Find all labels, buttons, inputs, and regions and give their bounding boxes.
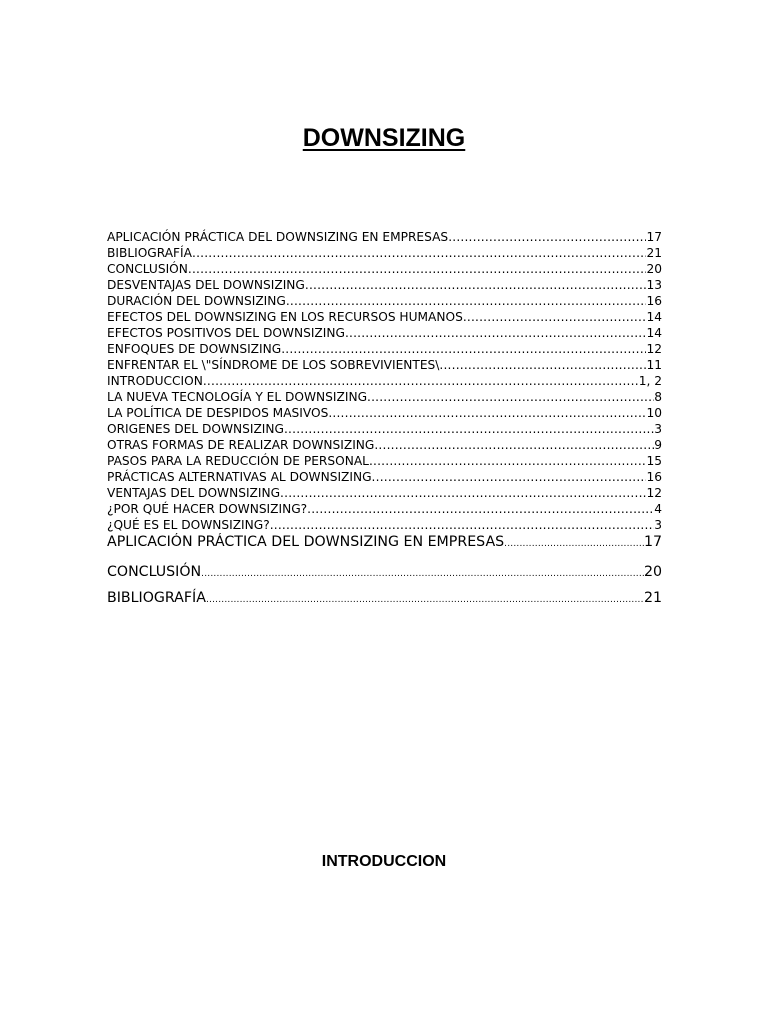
toc-entry[interactable] [107, 389, 662, 405]
toc-entry-label: CONCLUSIÓN [107, 262, 188, 276]
toc-main-sections [107, 533, 662, 611]
toc-dot-leader [270, 517, 655, 533]
toc-entry-page: 14 [646, 326, 662, 340]
toc-dot-leader [328, 405, 646, 421]
toc-entry[interactable] [107, 485, 662, 501]
toc-dot-leader [286, 293, 647, 309]
toc-entry-page: 12 [646, 486, 662, 500]
toc-entry-page: 15 [646, 454, 662, 468]
toc-entry-large[interactable] [107, 585, 662, 611]
toc-entry-page: 13 [646, 278, 662, 292]
toc-entry-page: 21 [646, 246, 662, 260]
toc-entry-label: OTRAS FORMAS DE REALIZAR DOWNSIZING [107, 438, 375, 452]
toc-entry-large[interactable] [107, 559, 662, 585]
toc-dot-leader [201, 561, 644, 585]
toc-entry-page: 3 [654, 422, 662, 436]
toc-entry-label: LA NUEVA TECNOLOGÍA Y EL DOWNSIZING [107, 390, 368, 404]
toc-entry-label: ORIGENES DEL DOWNSIZING [107, 422, 284, 436]
toc-dot-leader [374, 437, 654, 453]
toc-entry[interactable] [107, 517, 662, 533]
toc-entry-label: PASOS PARA LA REDUCCIÓN DE PERSONAL [107, 454, 369, 468]
toc-entry-page: 17 [646, 230, 662, 244]
toc-entry-label: CONCLUSIÓN [107, 564, 202, 580]
toc-entry-page: 14 [646, 310, 662, 324]
toc-entry-label: ENFRENTAR EL \"SÍNDROME DE LOS SOBREVIVIENTES\ [107, 358, 440, 372]
toc-entry[interactable] [107, 293, 662, 309]
toc-dot-leader [305, 277, 647, 293]
toc-entry-page: 3 [654, 518, 662, 532]
toc-entry-page: 10 [646, 406, 662, 420]
toc-entry-label: ¿POR QUÉ HACER DOWNSIZING? [107, 502, 308, 516]
toc-entry-page: 21 [643, 590, 662, 606]
toc-entry-label: DESVENTAJAS DEL DOWNSIZING [107, 278, 305, 292]
toc-entry-label: EFECTOS POSITIVOS DEL DOWNSIZING [107, 326, 345, 340]
toc-entry[interactable] [107, 437, 662, 453]
toc-entry-page: 20 [643, 564, 662, 580]
toc-dot-leader [504, 535, 644, 551]
toc-entry-page: 12 [646, 342, 662, 356]
toc-entry-page: 4 [654, 502, 662, 516]
toc-dot-leader [372, 469, 647, 485]
toc-entry[interactable] [107, 325, 662, 341]
toc-index-list [107, 229, 662, 533]
section-heading-introduccion: INTRODUCCION [321, 853, 447, 870]
toc-entry[interactable] [107, 421, 662, 437]
toc-entry[interactable] [107, 309, 662, 325]
toc-entry-page: 16 [646, 294, 662, 308]
toc-dot-leader [203, 373, 639, 389]
toc-entry[interactable] [107, 373, 662, 389]
toc-dot-leader [284, 421, 654, 437]
table-of-contents [107, 229, 662, 611]
toc-dot-leader [307, 501, 654, 517]
toc-entry[interactable] [107, 261, 662, 277]
toc-entry-large[interactable] [107, 533, 662, 551]
toc-entry-label: DURACIÓN DEL DOWNSIZING [107, 294, 286, 308]
toc-entry[interactable] [107, 405, 662, 421]
toc-entry[interactable] [107, 453, 662, 469]
toc-dot-leader [448, 229, 646, 245]
toc-entry[interactable] [107, 277, 662, 293]
toc-dot-leader [188, 261, 647, 277]
toc-entry-label: EFECTOS DEL DOWNSIZING EN LOS RECURSOS HUMANOS [107, 310, 463, 324]
toc-dot-leader [369, 453, 647, 469]
toc-entry[interactable] [107, 469, 662, 485]
toc-dot-leader [206, 587, 644, 611]
toc-entry-page: 16 [646, 470, 662, 484]
toc-entry-label: ¿QUÉ ES EL DOWNSIZING? [107, 518, 270, 532]
toc-entry-page: 9 [654, 438, 662, 452]
toc-entry-page: 1, 2 [638, 374, 662, 388]
toc-entry-label: ENFOQUES DE DOWNSIZING [107, 342, 282, 356]
document-title: DOWNSIZING [302, 124, 466, 152]
toc-entry[interactable] [107, 357, 662, 373]
toc-dot-leader [367, 389, 654, 405]
toc-entry-label: VENTAJAS DEL DOWNSIZING [107, 486, 281, 500]
toc-dot-leader [463, 309, 647, 325]
toc-dot-leader [281, 341, 646, 357]
toc-entry-label: INTRODUCCION [107, 374, 203, 388]
toc-entry-label: LA POLÍTICA DE DESPIDOS MASIVOS [107, 406, 329, 420]
toc-entry-page: 8 [654, 390, 662, 404]
toc-entry-label: APLICACIÓN PRÁCTICA DEL DOWNSIZING EN EMPRESAS [107, 230, 449, 244]
toc-dot-leader [439, 357, 646, 373]
toc-entry-label: BIBLIOGRAFÍA [107, 590, 206, 606]
toc-entry[interactable] [107, 501, 662, 517]
toc-dot-leader [345, 325, 647, 341]
toc-entry-label: BIBLIOGRAFÍA [107, 246, 192, 260]
toc-dot-leader [280, 485, 646, 501]
toc-entry-label: APLICACIÓN PRÁCTICA DEL DOWNSIZING EN EMPRESAS [107, 534, 505, 550]
toc-dot-leader [192, 245, 646, 261]
toc-entry[interactable] [107, 341, 662, 357]
toc-entry[interactable] [107, 229, 662, 245]
toc-entry[interactable] [107, 245, 662, 261]
toc-entry-page: 17 [643, 534, 662, 550]
toc-entry-page: 20 [646, 262, 662, 276]
toc-entry-label: PRÁCTICAS ALTERNATIVAS AL DOWNSIZING [107, 470, 372, 484]
toc-entry-page: 11 [646, 358, 662, 372]
